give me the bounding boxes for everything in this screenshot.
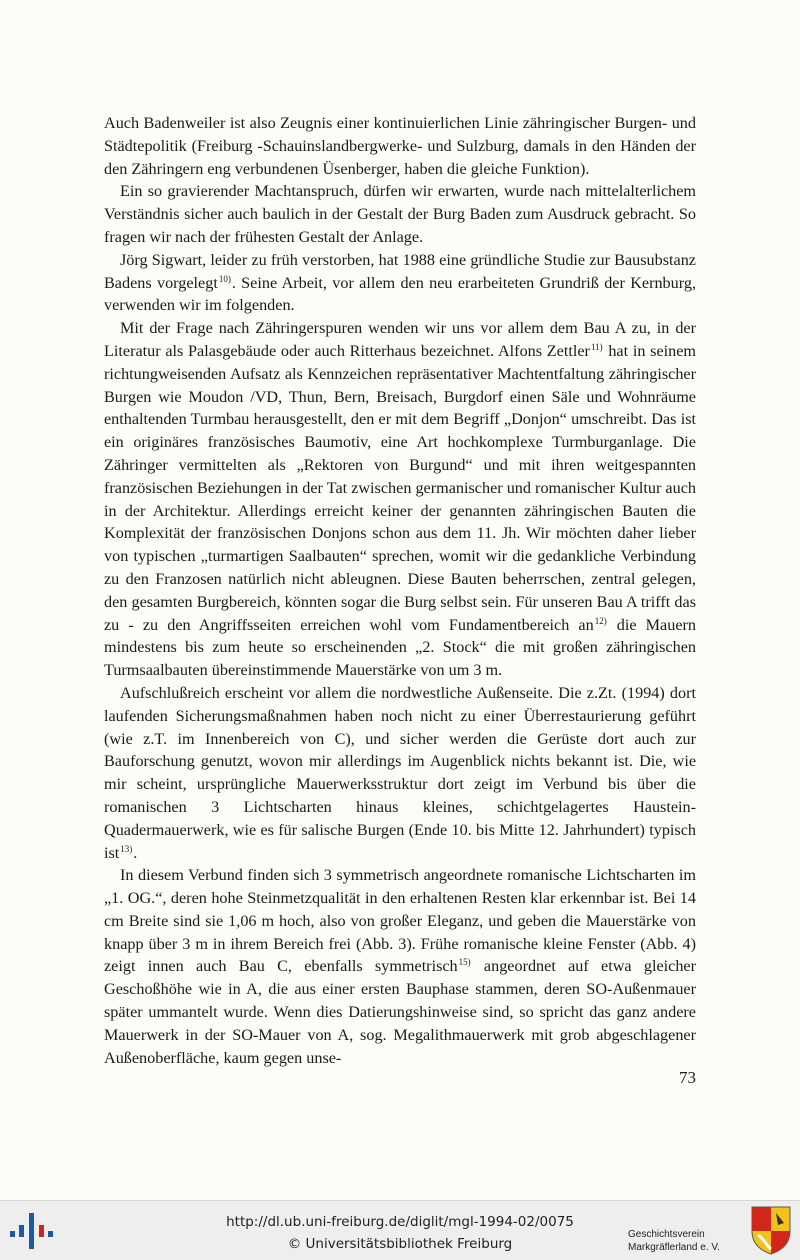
ub-freiburg-logo-icon[interactable]	[10, 1209, 54, 1253]
paragraph-6: In diesem Verbund finden sich 3 symmetrisch angeordnete romanische Lichtscharten im „1. OG.“, deren hohe Steinmetzqualität in den erhaltenen Resten klar erkennbar ist. Bei 14 cm Breite sind sie 1,06 m hoch, also von großer Eleganz, und geben die Mauerstärke von knapp über 3 m in ihrem Bereich frei (Abb. 3). Frühe romanische kleine Fenster (Abb. 4) zeigt innen auch Bau C, ebenfalls symmetrisch$^{15)}$ angeordnet auf etwa gleicher Geschoßhöhe wie in A, die aus einer ersten Bauphase stammen, deren SO-Außenmauer später ummantelt wurde. Wenn dies Datierungshinweise sind, so spricht das ganz andere Mauerwerk in der SO-Mauer von A, sog. Megalithmauerwerk mit grob abgeschlagener Außenoberfläche, kaum gegen unse-	[104, 866, 696, 1067]
copyright-notice: © Universitätsbibliothek Freiburg	[287, 1236, 513, 1252]
paragraph-5: Aufschlußreich erscheint vor allem die nordwestliche Außenseite. Die z.Zt. (1994) dort laufenden Sicherungsmaßnahmen haben noch nicht zu einer Überrestaurierung geführt (wie z.T. im Innenbereich von C), und sicher werden die Gerüste dort auch zur Bauforschung genutzt, wovon mir allerdings im Augenblick nichts bekannt ist. Die, wie mir scheint, ursprüngliche Mauerwerksstruktur dort zeigt im Verbund bis über die romanischen 3 Lichtscharten hinaus kleines, schichtgelagertes Haustein-Quadermauerwerk, wie es für salische Burgen (Ende 10. bis Mitte 12. Jahrhundert) typisch ist$^{13)}$.	[104, 683, 696, 862]
paragraph-3: Jörg Sigwart, leider zu früh verstorben, hat 1988 eine gründliche Studie zur Bausubstanz Badens vorgelegt$^{10)}$. Seine Arbeit, vor allem den neu erarbeiteten Grundriß der Kernburg, verwenden wir im folgenden.	[104, 250, 696, 315]
footnote-ref[interactable]: 15)	[458, 957, 471, 968]
footnote-ref[interactable]: 13)	[120, 843, 133, 854]
page-number: 73	[679, 1068, 696, 1087]
society-name: Geschichtsverein Markgräflerland e. V.	[628, 1229, 720, 1253]
footnote-ref[interactable]: 10)	[218, 273, 231, 284]
footnote-ref[interactable]: 11)	[590, 341, 603, 352]
document-url-link[interactable]: http://dl.ub.uni-freiburg.de/diglit/mgl-1994-02/0075	[226, 1214, 574, 1230]
coat-of-arms-icon	[750, 1205, 792, 1255]
paragraph-2: Ein so gravierender Machtanspruch, dürfen wir erwarten, wurde nach mittelalterlichem Verständnis sicher auch baulich in der Gestalt der Burg Baden zum Ausdruck gebracht. So fragen wir nach der frühesten Gestalt der Anlage.	[104, 182, 696, 246]
body-text	[104, 112, 696, 1069]
footnote-ref[interactable]: 12)	[594, 615, 607, 626]
paragraph-4: Mit der Frage nach Zähringerspuren wenden wir uns vor allem dem Bau A zu, in der Literatur als Palasgebäude oder auch Ritterhaus bezeichnet. Alfons Zettler$^{11)}$ hat in seinem richtungweisenden Aufsatz als Kennzeichen repräsentativer Machtentfaltung zähringischer Burgen wie Moudon /VD, Thun, Bern, Breisach, Burgdorf einen Säle und Wohnräume enthaltenden Turmbau herausgestellt, den er mit dem Begriff „Donjon“ umschreibt. Das ist ein originäres französisches Baumotiv, eine Art hochkomplexe Turmburganlage. Die Zähringer vermittelten als „Rektoren von Burgund“ und mit ihren weitgespannten französischen Beziehungen in der Tat zwischen germanischer und romanischer Kultur auch in der Architektur. Allerdings erreicht keiner der genannten zähringischen Bauten die Komplexität der französischen Donjons schon aus dem 11. Jh. Wir möchten daher lieber von typischen „turmartigen Saalbauten“ sprechen, womit wir die gedankliche Verbindung zu den Franzosen natürlich nicht ableugnen. Diese Bauten beherrschen, zentral gelegen, den gesamten Burgbereich, könnten sogar die Burg selbst sein. Für unseren Bau A trifft das zu - zu den Angriffsseiten erreichen wohl vom Fundamentbereich $an^{12)}$ die Mauern mindestens bis zum heute so erscheinenden „2. Stock“ die mit großen zähringischen Turmsaalbauten übereinstimmende Mauerstärke von um 3 m.	[104, 319, 697, 680]
paragraph-1: Auch Badenweiler ist also Zeugnis einer kontinuierlichen Linie zähringischer Burgen- und Städtepolitik (Freiburg -Schauinslandbergwerke- und Sulzburg, damals in den Händen der den Zähringern eng verbundenen Üsenberger, haben die gleiche Funktion).	[104, 114, 696, 178]
